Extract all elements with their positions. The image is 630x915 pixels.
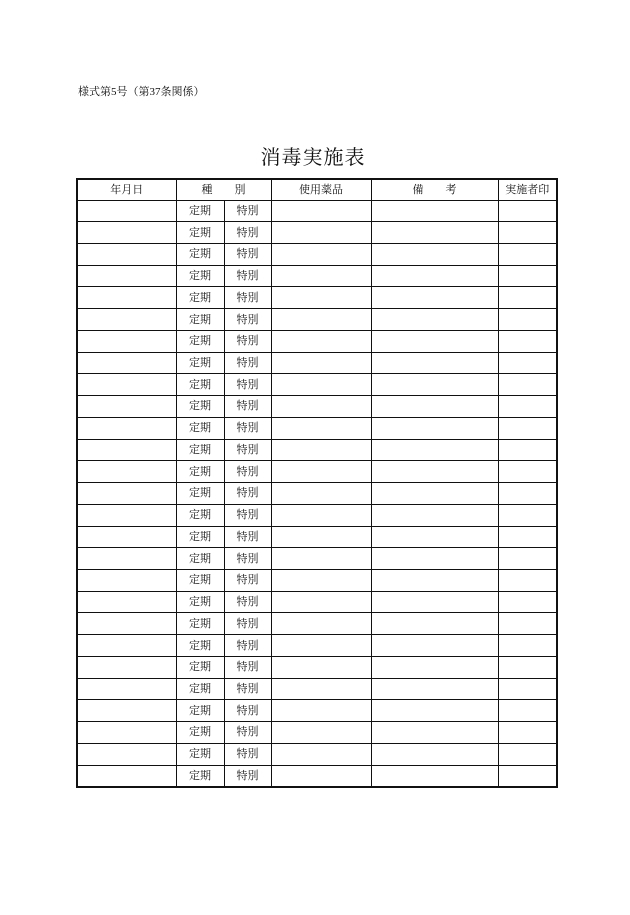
implementer-seal-cell bbox=[498, 483, 557, 505]
implementer-seal-cell bbox=[498, 569, 557, 591]
type-regular-cell: 定期 bbox=[176, 483, 224, 505]
implementer-seal-cell bbox=[498, 700, 557, 722]
date-cell bbox=[77, 743, 176, 765]
date-cell bbox=[77, 526, 176, 548]
table-row bbox=[77, 243, 557, 265]
type-regular-cell: 定期 bbox=[176, 526, 224, 548]
remarks-cell bbox=[371, 439, 498, 461]
implementer-seal-cell bbox=[498, 287, 557, 309]
type-special-cell: 特別 bbox=[224, 765, 271, 787]
remarks-cell bbox=[371, 330, 498, 352]
date-cell bbox=[77, 352, 176, 374]
implementer-seal-cell bbox=[498, 548, 557, 570]
table-row bbox=[77, 461, 557, 483]
remarks-cell bbox=[371, 396, 498, 418]
table-row bbox=[77, 417, 557, 439]
date-cell bbox=[77, 265, 176, 287]
date-cell bbox=[77, 417, 176, 439]
document-title: 消毒実施表 bbox=[260, 147, 366, 169]
type-regular-cell: 定期 bbox=[176, 222, 224, 244]
chemical-cell bbox=[271, 765, 371, 787]
chemical-cell bbox=[271, 439, 371, 461]
type-regular-cell: 定期 bbox=[176, 656, 224, 678]
chemical-cell bbox=[271, 743, 371, 765]
date-cell bbox=[77, 569, 176, 591]
chemical-cell bbox=[271, 569, 371, 591]
type-special-cell: 特別 bbox=[224, 613, 271, 635]
chemical-cell bbox=[271, 635, 371, 657]
table-row bbox=[77, 722, 557, 744]
chemical-cell bbox=[271, 504, 371, 526]
type-regular-cell: 定期 bbox=[176, 439, 224, 461]
type-regular-cell: 定期 bbox=[176, 613, 224, 635]
header-type: 種 別 bbox=[176, 179, 271, 200]
date-cell bbox=[77, 548, 176, 570]
header-row bbox=[77, 179, 557, 200]
chemical-cell bbox=[271, 243, 371, 265]
form-number: 様式第5号（第37条関係） bbox=[78, 86, 205, 98]
implementer-seal-cell bbox=[498, 722, 557, 744]
chemical-cell bbox=[271, 287, 371, 309]
chemical-cell bbox=[271, 613, 371, 635]
implementer-seal-cell bbox=[498, 526, 557, 548]
remarks-cell bbox=[371, 265, 498, 287]
remarks-cell bbox=[371, 526, 498, 548]
implementer-seal-cell bbox=[498, 613, 557, 635]
table-row bbox=[77, 396, 557, 418]
chemical-cell bbox=[271, 200, 371, 222]
implementer-seal-cell bbox=[498, 439, 557, 461]
type-special-cell: 特別 bbox=[224, 483, 271, 505]
type-special-cell: 特別 bbox=[224, 722, 271, 744]
type-regular-cell: 定期 bbox=[176, 569, 224, 591]
remarks-cell bbox=[371, 678, 498, 700]
chemical-cell bbox=[271, 222, 371, 244]
type-special-cell: 特別 bbox=[224, 656, 271, 678]
date-cell bbox=[77, 678, 176, 700]
remarks-cell bbox=[371, 700, 498, 722]
table-row bbox=[77, 439, 557, 461]
table-body bbox=[77, 200, 557, 787]
type-regular-cell: 定期 bbox=[176, 374, 224, 396]
type-regular-cell: 定期 bbox=[176, 243, 224, 265]
type-special-cell: 特別 bbox=[224, 569, 271, 591]
type-special-cell: 特別 bbox=[224, 548, 271, 570]
date-cell bbox=[77, 243, 176, 265]
type-regular-cell: 定期 bbox=[176, 504, 224, 526]
type-special-cell: 特別 bbox=[224, 439, 271, 461]
table-row bbox=[77, 613, 557, 635]
date-cell bbox=[77, 200, 176, 222]
remarks-cell bbox=[371, 200, 498, 222]
remarks-cell bbox=[371, 287, 498, 309]
date-cell bbox=[77, 591, 176, 613]
table-row bbox=[77, 287, 557, 309]
implementer-seal-cell bbox=[498, 396, 557, 418]
remarks-cell bbox=[371, 635, 498, 657]
type-special-cell: 特別 bbox=[224, 374, 271, 396]
disinfection-log-table bbox=[76, 178, 558, 788]
remarks-cell bbox=[371, 222, 498, 244]
chemical-cell bbox=[271, 678, 371, 700]
table-row bbox=[77, 743, 557, 765]
chemical-cell bbox=[271, 483, 371, 505]
table-row bbox=[77, 700, 557, 722]
date-cell bbox=[77, 765, 176, 787]
implementer-seal-cell bbox=[498, 656, 557, 678]
remarks-cell bbox=[371, 417, 498, 439]
type-regular-cell: 定期 bbox=[176, 287, 224, 309]
type-special-cell: 特別 bbox=[224, 287, 271, 309]
type-regular-cell: 定期 bbox=[176, 700, 224, 722]
remarks-cell bbox=[371, 309, 498, 331]
implementer-seal-cell bbox=[498, 635, 557, 657]
type-special-cell: 特別 bbox=[224, 352, 271, 374]
chemical-cell bbox=[271, 656, 371, 678]
remarks-cell bbox=[371, 613, 498, 635]
implementer-seal-cell bbox=[498, 374, 557, 396]
chemical-cell bbox=[271, 330, 371, 352]
remarks-cell bbox=[371, 461, 498, 483]
table-row bbox=[77, 656, 557, 678]
implementer-seal-cell bbox=[498, 309, 557, 331]
type-special-cell: 特別 bbox=[224, 222, 271, 244]
table-row bbox=[77, 200, 557, 222]
table-row bbox=[77, 483, 557, 505]
date-cell bbox=[77, 700, 176, 722]
chemical-cell bbox=[271, 591, 371, 613]
table-row bbox=[77, 222, 557, 244]
type-special-cell: 特別 bbox=[224, 461, 271, 483]
date-cell bbox=[77, 635, 176, 657]
remarks-cell bbox=[371, 243, 498, 265]
type-regular-cell: 定期 bbox=[176, 309, 224, 331]
table-header bbox=[77, 179, 557, 200]
type-regular-cell: 定期 bbox=[176, 722, 224, 744]
table-row bbox=[77, 765, 557, 787]
implementer-seal-cell bbox=[498, 678, 557, 700]
date-cell bbox=[77, 439, 176, 461]
type-special-cell: 特別 bbox=[224, 200, 271, 222]
date-cell bbox=[77, 461, 176, 483]
date-cell bbox=[77, 396, 176, 418]
implementer-seal-cell bbox=[498, 765, 557, 787]
type-special-cell: 特別 bbox=[224, 526, 271, 548]
chemical-cell bbox=[271, 526, 371, 548]
date-cell bbox=[77, 222, 176, 244]
date-cell bbox=[77, 309, 176, 331]
table-row bbox=[77, 309, 557, 331]
header-date: 年月日 bbox=[77, 179, 176, 200]
date-cell bbox=[77, 330, 176, 352]
header-chemical: 使用薬品 bbox=[271, 179, 371, 200]
table-row bbox=[77, 591, 557, 613]
remarks-cell bbox=[371, 483, 498, 505]
type-regular-cell: 定期 bbox=[176, 330, 224, 352]
implementer-seal-cell bbox=[498, 504, 557, 526]
table-row bbox=[77, 330, 557, 352]
type-regular-cell: 定期 bbox=[176, 352, 224, 374]
date-cell bbox=[77, 613, 176, 635]
type-regular-cell: 定期 bbox=[176, 591, 224, 613]
type-special-cell: 特別 bbox=[224, 265, 271, 287]
table-row bbox=[77, 548, 557, 570]
date-cell bbox=[77, 504, 176, 526]
type-special-cell: 特別 bbox=[224, 678, 271, 700]
implementer-seal-cell bbox=[498, 243, 557, 265]
date-cell bbox=[77, 374, 176, 396]
table-row bbox=[77, 504, 557, 526]
chemical-cell bbox=[271, 417, 371, 439]
chemical-cell bbox=[271, 461, 371, 483]
remarks-cell bbox=[371, 569, 498, 591]
implementer-seal-cell bbox=[498, 417, 557, 439]
type-special-cell: 特別 bbox=[224, 417, 271, 439]
table-row bbox=[77, 352, 557, 374]
type-regular-cell: 定期 bbox=[176, 678, 224, 700]
table-row bbox=[77, 265, 557, 287]
chemical-cell bbox=[271, 700, 371, 722]
implementer-seal-cell bbox=[498, 265, 557, 287]
table-row bbox=[77, 526, 557, 548]
table-row bbox=[77, 569, 557, 591]
chemical-cell bbox=[271, 374, 371, 396]
chemical-cell bbox=[271, 309, 371, 331]
type-regular-cell: 定期 bbox=[176, 743, 224, 765]
remarks-cell bbox=[371, 656, 498, 678]
remarks-cell bbox=[371, 548, 498, 570]
table-row bbox=[77, 374, 557, 396]
implementer-seal-cell bbox=[498, 743, 557, 765]
date-cell bbox=[77, 483, 176, 505]
type-regular-cell: 定期 bbox=[176, 635, 224, 657]
header-implementer-seal: 実施者印 bbox=[498, 179, 557, 200]
type-regular-cell: 定期 bbox=[176, 548, 224, 570]
type-regular-cell: 定期 bbox=[176, 765, 224, 787]
implementer-seal-cell bbox=[498, 200, 557, 222]
date-cell bbox=[77, 656, 176, 678]
chemical-cell bbox=[271, 265, 371, 287]
type-regular-cell: 定期 bbox=[176, 417, 224, 439]
type-special-cell: 特別 bbox=[224, 243, 271, 265]
implementer-seal-cell bbox=[498, 591, 557, 613]
remarks-cell bbox=[371, 591, 498, 613]
remarks-cell bbox=[371, 765, 498, 787]
date-cell bbox=[77, 287, 176, 309]
remarks-cell bbox=[371, 374, 498, 396]
chemical-cell bbox=[271, 396, 371, 418]
implementer-seal-cell bbox=[498, 330, 557, 352]
type-special-cell: 特別 bbox=[224, 635, 271, 657]
remarks-cell bbox=[371, 504, 498, 526]
remarks-cell bbox=[371, 722, 498, 744]
type-special-cell: 特別 bbox=[224, 309, 271, 331]
header-remarks: 備 考 bbox=[371, 179, 498, 200]
type-regular-cell: 定期 bbox=[176, 396, 224, 418]
chemical-cell bbox=[271, 722, 371, 744]
chemical-cell bbox=[271, 548, 371, 570]
table-row bbox=[77, 635, 557, 657]
type-special-cell: 特別 bbox=[224, 591, 271, 613]
type-special-cell: 特別 bbox=[224, 700, 271, 722]
type-special-cell: 特別 bbox=[224, 504, 271, 526]
table-row bbox=[77, 678, 557, 700]
type-regular-cell: 定期 bbox=[176, 200, 224, 222]
type-special-cell: 特別 bbox=[224, 743, 271, 765]
chemical-cell bbox=[271, 352, 371, 374]
type-regular-cell: 定期 bbox=[176, 461, 224, 483]
remarks-cell bbox=[371, 352, 498, 374]
type-special-cell: 特別 bbox=[224, 330, 271, 352]
type-special-cell: 特別 bbox=[224, 396, 271, 418]
implementer-seal-cell bbox=[498, 222, 557, 244]
remarks-cell bbox=[371, 743, 498, 765]
implementer-seal-cell bbox=[498, 352, 557, 374]
implementer-seal-cell bbox=[498, 461, 557, 483]
type-regular-cell: 定期 bbox=[176, 265, 224, 287]
date-cell bbox=[77, 722, 176, 744]
